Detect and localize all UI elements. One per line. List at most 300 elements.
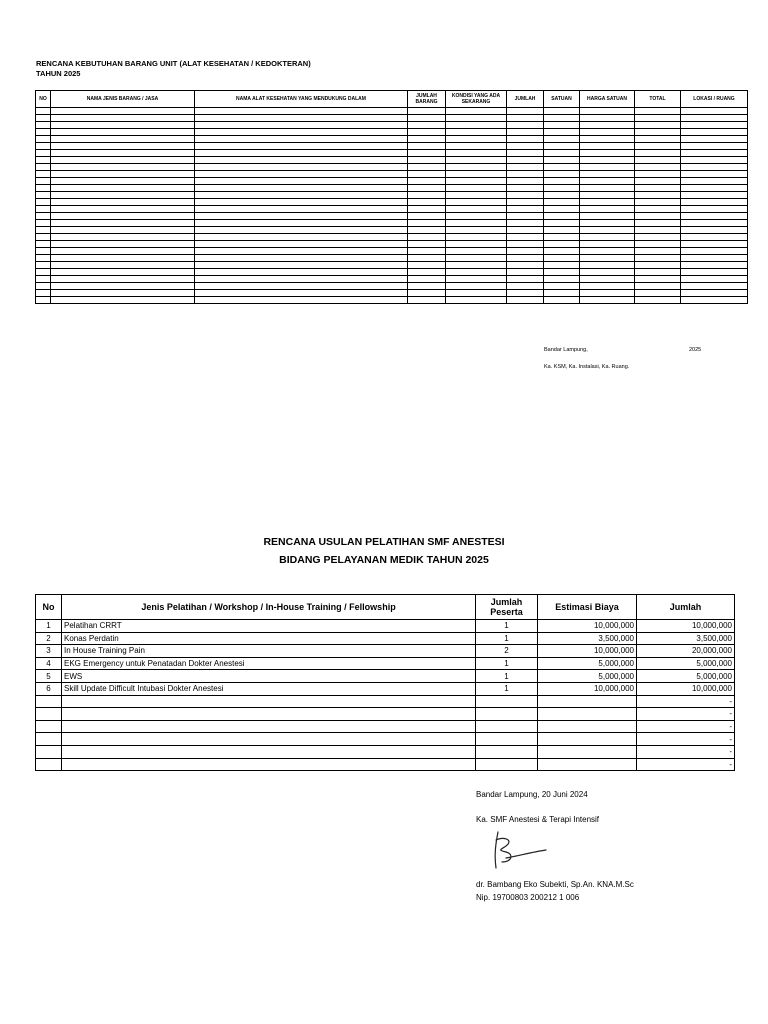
equipment-table-row (36, 164, 748, 171)
equipment-table-cell (51, 192, 195, 199)
equipment-table-cell (51, 283, 195, 290)
equipment-table-cell (635, 143, 681, 150)
equipment-table-cell (580, 171, 635, 178)
training-no: 4 (36, 657, 62, 670)
equipment-table-cell (507, 262, 544, 269)
equipment-table-cell (408, 136, 446, 143)
equipment-needs-table (35, 90, 748, 304)
equipment-table-row (36, 115, 748, 122)
equipment-table-cell (544, 171, 580, 178)
equipment-table-cell (51, 213, 195, 220)
equipment-table-cell (195, 199, 408, 206)
equipment-table-cell (408, 185, 446, 192)
equipment-table-cell (51, 115, 195, 122)
equipment-table-cell (635, 136, 681, 143)
equipment-table-row (36, 234, 748, 241)
training-table-row (36, 758, 735, 771)
equipment-table-cell (544, 129, 580, 136)
training-no: 1 (36, 620, 62, 633)
equipment-table-cell (635, 213, 681, 220)
training-participants (476, 708, 538, 721)
header-item-name: NAMA JENIS BARANG / JASA (51, 91, 195, 108)
equipment-table-cell (36, 262, 51, 269)
equipment-table-cell (580, 255, 635, 262)
equipment-table-cell (51, 206, 195, 213)
equipment-table-cell (544, 115, 580, 122)
training-no (36, 745, 62, 758)
equipment-table-cell (681, 213, 748, 220)
equipment-table-cell (635, 297, 681, 304)
equipment-table-cell (580, 108, 635, 115)
equipment-table-cell (36, 234, 51, 241)
training-amount: - (637, 695, 735, 708)
training-amount: 10,000,000 (637, 682, 735, 695)
training-participants: 2 (476, 645, 538, 658)
equipment-table-cell (681, 143, 748, 150)
header-equipment-name: NAMA ALAT KESEHATAN YANG MENDUKUNG DALAM (195, 91, 408, 108)
equipment-table-cell (195, 227, 408, 234)
training-table-header (36, 595, 735, 620)
equipment-table-cell (446, 150, 507, 157)
equipment-table-cell (36, 241, 51, 248)
equipment-table-cell (408, 199, 446, 206)
header-no: NO (36, 91, 51, 108)
equipment-table-cell (36, 136, 51, 143)
equipment-table-row (36, 255, 748, 262)
equipment-table-cell (446, 115, 507, 122)
equipment-table-cell (681, 234, 748, 241)
equipment-table-cell (446, 213, 507, 220)
equipment-table-cell (408, 227, 446, 234)
equipment-table-cell (544, 178, 580, 185)
equipment-table-cell (544, 136, 580, 143)
equipment-table-cell (681, 185, 748, 192)
training-participants: 1 (476, 670, 538, 683)
training-amount: 5,000,000 (637, 670, 735, 683)
equipment-table-cell (408, 164, 446, 171)
equipment-table-cell (507, 157, 544, 164)
equipment-table-cell (408, 269, 446, 276)
equipment-table-cell (635, 129, 681, 136)
equipment-table-cell (681, 269, 748, 276)
equipment-table-cell (51, 276, 195, 283)
equipment-table-cell (635, 199, 681, 206)
equipment-table-cell (195, 276, 408, 283)
training-name (62, 733, 476, 746)
training-table-row (36, 657, 735, 670)
training-table-row (36, 720, 735, 733)
equipment-table-cell (36, 283, 51, 290)
equipment-table-cell (507, 199, 544, 206)
equipment-table-cell (507, 227, 544, 234)
training-amount: 10,000,000 (637, 620, 735, 633)
equipment-table-row (36, 206, 748, 213)
equipment-table-cell (195, 171, 408, 178)
equipment-table-cell (580, 122, 635, 129)
training-name (62, 745, 476, 758)
equipment-table-cell (580, 248, 635, 255)
equipment-table-cell (51, 262, 195, 269)
training-table-row (36, 708, 735, 721)
equipment-table-row (36, 276, 748, 283)
section2-signature-nip: Nip. 19700803 200212 1 006 (476, 893, 580, 902)
training-estimated-cost (538, 720, 637, 733)
equipment-table-row (36, 262, 748, 269)
equipment-table-row (36, 129, 748, 136)
equipment-table-row (36, 185, 748, 192)
header-estimated-cost: Estimasi Biaya (538, 595, 637, 620)
equipment-table-cell (635, 220, 681, 227)
section1-signature-year: 2025 (689, 347, 702, 353)
equipment-table-cell (507, 143, 544, 150)
equipment-table-cell (36, 192, 51, 199)
equipment-table-cell (580, 269, 635, 276)
equipment-table-cell (195, 143, 408, 150)
equipment-table-cell (51, 178, 195, 185)
equipment-table-cell (635, 255, 681, 262)
equipment-table-cell (408, 290, 446, 297)
equipment-table-cell (51, 220, 195, 227)
equipment-table-cell (36, 178, 51, 185)
equipment-table-cell (408, 171, 446, 178)
equipment-table-cell (195, 164, 408, 171)
equipment-table-cell (195, 297, 408, 304)
equipment-table-cell (544, 199, 580, 206)
equipment-table-cell (580, 192, 635, 199)
equipment-table-cell (408, 108, 446, 115)
equipment-table-cell (580, 150, 635, 157)
training-estimated-cost (538, 745, 637, 758)
section1-title-line1: RENCANA KEBUTUHAN BARANG UNIT (ALAT KESEHATAN / KEDOKTERAN) (36, 59, 311, 68)
equipment-table-cell (507, 206, 544, 213)
equipment-table-cell (408, 276, 446, 283)
section1-title (36, 59, 311, 79)
equipment-table-cell (507, 213, 544, 220)
equipment-table-cell (544, 241, 580, 248)
training-participants: 1 (476, 620, 538, 633)
equipment-table-cell (580, 297, 635, 304)
training-no: 3 (36, 645, 62, 658)
equipment-table-cell (635, 115, 681, 122)
equipment-table-cell (580, 227, 635, 234)
equipment-table-cell (408, 143, 446, 150)
equipment-table-cell (195, 255, 408, 262)
equipment-table-cell (580, 115, 635, 122)
header-total: TOTAL (635, 91, 681, 108)
equipment-table-cell (681, 115, 748, 122)
training-amount: - (637, 733, 735, 746)
training-name: Skill Update Difficult Intubasi Dokter Anestesi (62, 682, 476, 695)
equipment-table-cell (580, 143, 635, 150)
equipment-table-cell (681, 122, 748, 129)
section1-title-line2: TAHUN 2025 (36, 69, 81, 78)
equipment-table-cell (408, 248, 446, 255)
equipment-table-cell (681, 164, 748, 171)
equipment-table-cell (195, 213, 408, 220)
equipment-table-cell (195, 122, 408, 129)
equipment-table-cell (681, 171, 748, 178)
equipment-table-cell (195, 157, 408, 164)
equipment-table-cell (507, 276, 544, 283)
equipment-table-row (36, 108, 748, 115)
equipment-table-cell (507, 115, 544, 122)
equipment-table-cell (635, 290, 681, 297)
equipment-table-row (36, 199, 748, 206)
equipment-table-cell (36, 269, 51, 276)
equipment-table-cell (635, 164, 681, 171)
training-amount: - (637, 745, 735, 758)
training-amount: - (637, 758, 735, 771)
training-amount: 5,000,000 (637, 657, 735, 670)
training-name (62, 695, 476, 708)
training-estimated-cost (538, 733, 637, 746)
equipment-table-cell (544, 185, 580, 192)
training-plan-table (35, 594, 735, 771)
equipment-table-cell (544, 192, 580, 199)
equipment-table-cell (195, 283, 408, 290)
training-participants: 1 (476, 657, 538, 670)
training-name: EKG Emergency untuk Penatadan Dokter Anestesi (62, 657, 476, 670)
equipment-table-row (36, 143, 748, 150)
equipment-table-cell (446, 185, 507, 192)
equipment-table-cell (544, 283, 580, 290)
equipment-table-row (36, 171, 748, 178)
equipment-table-cell (580, 234, 635, 241)
equipment-table-cell (544, 213, 580, 220)
equipment-table-cell (51, 234, 195, 241)
equipment-table-cell (507, 297, 544, 304)
equipment-table-cell (635, 276, 681, 283)
equipment-table-cell (408, 255, 446, 262)
training-no (36, 720, 62, 733)
equipment-table-cell (507, 122, 544, 129)
equipment-table-cell (446, 178, 507, 185)
equipment-table-cell (681, 220, 748, 227)
equipment-table-cell (446, 241, 507, 248)
equipment-table-cell (635, 178, 681, 185)
training-table-row (36, 670, 735, 683)
equipment-table-cell (195, 290, 408, 297)
training-participants: 1 (476, 682, 538, 695)
training-table-row (36, 620, 735, 633)
equipment-table-row (36, 192, 748, 199)
training-participants (476, 695, 538, 708)
equipment-table-cell (580, 199, 635, 206)
equipment-table-cell (51, 185, 195, 192)
equipment-table-cell (681, 129, 748, 136)
equipment-table-cell (195, 241, 408, 248)
equipment-table-cell (446, 143, 507, 150)
section1-signature-role: Ka. KSM, Ka. Instalasi, Ka. Ruang. (544, 364, 630, 370)
training-table-row (36, 645, 735, 658)
equipment-table-cell (681, 276, 748, 283)
training-table-row (36, 632, 735, 645)
equipment-table-cell (580, 136, 635, 143)
equipment-table-cell (446, 164, 507, 171)
header-amount: Jumlah (637, 595, 735, 620)
training-no (36, 695, 62, 708)
equipment-table-cell (681, 227, 748, 234)
training-name: EWS (62, 670, 476, 683)
equipment-table-cell (36, 276, 51, 283)
equipment-table-cell (51, 164, 195, 171)
equipment-table-row (36, 150, 748, 157)
section2-title-line1: RENCANA USULAN PELATIHAN SMF ANESTESI (263, 536, 505, 548)
equipment-table-row (36, 220, 748, 227)
equipment-table-cell (544, 150, 580, 157)
equipment-table-cell (507, 185, 544, 192)
equipment-table-cell (36, 171, 51, 178)
equipment-table-cell (635, 122, 681, 129)
equipment-table-cell (51, 136, 195, 143)
equipment-table-cell (36, 227, 51, 234)
equipment-table-cell (408, 150, 446, 157)
training-no (36, 708, 62, 721)
equipment-table-cell (195, 185, 408, 192)
equipment-table-cell (446, 234, 507, 241)
equipment-table-cell (195, 129, 408, 136)
equipment-table-cell (36, 297, 51, 304)
equipment-table-cell (681, 157, 748, 164)
equipment-table-cell (51, 150, 195, 157)
equipment-table-cell (36, 213, 51, 220)
equipment-table-cell (36, 199, 51, 206)
equipment-table-cell (408, 192, 446, 199)
header-unit: SATUAN (544, 91, 580, 108)
equipment-table-cell (446, 276, 507, 283)
header-item-count: JUMLAH BARANG (408, 91, 446, 108)
training-table-row (36, 745, 735, 758)
equipment-table-cell (544, 108, 580, 115)
equipment-table-cell (195, 178, 408, 185)
training-no: 6 (36, 682, 62, 695)
equipment-table-cell (544, 234, 580, 241)
equipment-table-cell (507, 136, 544, 143)
equipment-table-cell (51, 108, 195, 115)
equipment-table-cell (36, 157, 51, 164)
equipment-table-cell (446, 227, 507, 234)
training-name: Pelatihan CRRT (62, 620, 476, 633)
equipment-table-cell (36, 255, 51, 262)
equipment-table-cell (36, 185, 51, 192)
equipment-table-cell (681, 241, 748, 248)
equipment-table-cell (635, 241, 681, 248)
equipment-table-row (36, 157, 748, 164)
header-location: LOKASI / RUANG (681, 91, 748, 108)
training-amount: 3,500,000 (637, 632, 735, 645)
equipment-table-cell (580, 241, 635, 248)
equipment-table-row (36, 269, 748, 276)
equipment-table-cell (51, 143, 195, 150)
equipment-table-cell (51, 297, 195, 304)
section2-title-line2: BIDANG PELAYANAN MEDIK TAHUN 2025 (279, 554, 489, 566)
equipment-table-cell (544, 143, 580, 150)
equipment-table-cell (507, 178, 544, 185)
training-no (36, 758, 62, 771)
training-estimated-cost: 10,000,000 (538, 645, 637, 658)
equipment-table-row (36, 297, 748, 304)
equipment-table-row (36, 290, 748, 297)
equipment-table-cell (580, 283, 635, 290)
equipment-table-cell (36, 143, 51, 150)
training-estimated-cost: 10,000,000 (538, 682, 637, 695)
equipment-table-cell (544, 122, 580, 129)
equipment-table-cell (635, 192, 681, 199)
equipment-table-cell (681, 199, 748, 206)
equipment-table-cell (580, 185, 635, 192)
section2-signature-name: dr. Bambang Eko Subekti, Sp.An. KNA.M.Sc (476, 880, 634, 889)
equipment-table-cell (195, 108, 408, 115)
equipment-table-cell (580, 262, 635, 269)
header-quantity: JUMLAH (507, 91, 544, 108)
training-table-row (36, 695, 735, 708)
equipment-table-cell (580, 129, 635, 136)
equipment-table-cell (195, 150, 408, 157)
training-name (62, 758, 476, 771)
equipment-table-cell (195, 234, 408, 241)
equipment-table-cell (507, 108, 544, 115)
equipment-table-cell (544, 248, 580, 255)
equipment-table-cell (635, 206, 681, 213)
equipment-table-cell (544, 206, 580, 213)
equipment-table-cell (580, 213, 635, 220)
equipment-table-cell (51, 248, 195, 255)
equipment-table-cell (507, 234, 544, 241)
training-no (36, 733, 62, 746)
equipment-table-cell (544, 220, 580, 227)
equipment-table-row (36, 227, 748, 234)
training-estimated-cost (538, 708, 637, 721)
equipment-table-cell (681, 150, 748, 157)
equipment-table-cell (681, 290, 748, 297)
equipment-table-cell (446, 129, 507, 136)
training-participants (476, 758, 538, 771)
training-table-row (36, 682, 735, 695)
section1-signature-place: Bandar Lampung, (544, 347, 588, 353)
equipment-table-row (36, 241, 748, 248)
header-training-type: Jenis Pelatihan / Workshop / In-House Training / Fellowship (62, 595, 476, 620)
equipment-table-cell (507, 220, 544, 227)
equipment-table-cell (635, 150, 681, 157)
header-training-no: No (36, 595, 62, 620)
equipment-table-cell (195, 262, 408, 269)
equipment-table-cell (507, 171, 544, 178)
equipment-table-cell (544, 262, 580, 269)
equipment-table-cell (195, 220, 408, 227)
equipment-table-cell (635, 157, 681, 164)
training-amount: - (637, 708, 735, 721)
equipment-table-cell (51, 157, 195, 164)
equipment-table-cell (635, 248, 681, 255)
equipment-table-cell (681, 255, 748, 262)
equipment-table-row (36, 213, 748, 220)
equipment-table-cell (408, 297, 446, 304)
equipment-table-cell (580, 178, 635, 185)
equipment-table-cell (681, 136, 748, 143)
equipment-table-row (36, 283, 748, 290)
training-estimated-cost: 5,000,000 (538, 670, 637, 683)
equipment-table-cell (408, 241, 446, 248)
equipment-table-cell (36, 290, 51, 297)
equipment-table-cell (195, 248, 408, 255)
training-name (62, 720, 476, 733)
equipment-table-cell (446, 262, 507, 269)
equipment-table-cell (51, 129, 195, 136)
equipment-table-cell (446, 136, 507, 143)
equipment-table-cell (681, 297, 748, 304)
equipment-table-cell (580, 157, 635, 164)
equipment-table-cell (446, 171, 507, 178)
